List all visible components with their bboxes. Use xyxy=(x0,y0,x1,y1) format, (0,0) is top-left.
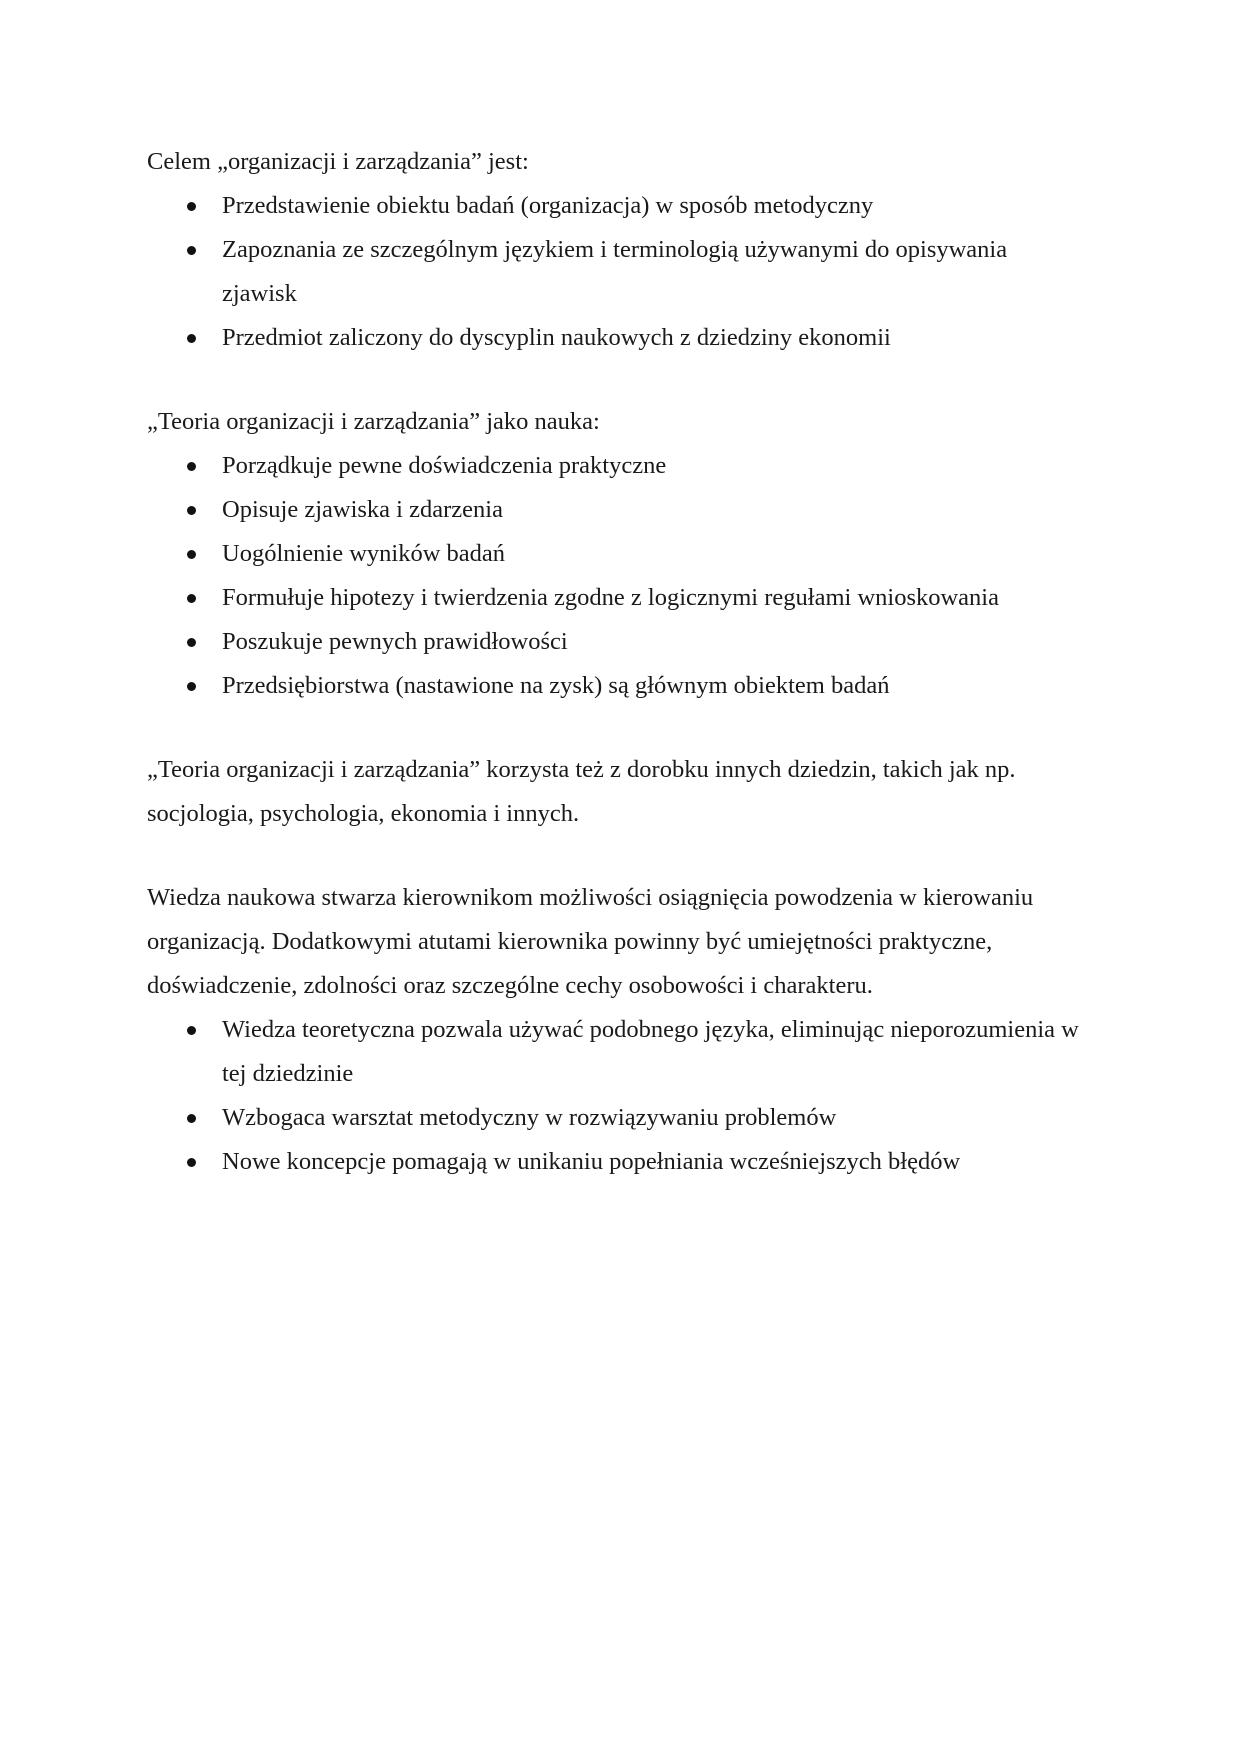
section1-intro: Celem „organizacji i zarządzania” jest: xyxy=(147,148,529,175)
section4-list xyxy=(147,1008,1087,1184)
bullet-icon xyxy=(187,594,196,603)
list-item xyxy=(147,488,1087,532)
document-body xyxy=(147,140,1087,1184)
list-item xyxy=(147,664,1087,708)
list-item xyxy=(147,184,1087,228)
list-item xyxy=(147,532,1087,576)
bullet-icon xyxy=(187,334,196,343)
list-item-text: Wiedza teoretyczna pozwala używać podobnego języka, eliminując nieporozumienia w tej dziedzinie xyxy=(222,1016,1079,1087)
list-item-text: Formułuje hipotezy i twierdzenia zgodne z logicznymi regułami wnioskowania xyxy=(222,584,999,611)
list-item-text: Wzbogaca warsztat metodyczny w rozwiązywaniu problemów xyxy=(222,1104,837,1131)
list-item xyxy=(147,576,1087,620)
bullet-icon xyxy=(187,682,196,691)
bullet-icon xyxy=(187,638,196,647)
section2-intro: „Teoria organizacji i zarządzania” jako nauka: xyxy=(147,408,600,435)
bullet-icon xyxy=(187,462,196,471)
spacer xyxy=(147,360,1087,400)
section3-paragraph: „Teoria organizacji i zarządzania” korzysta też z dorobku innych dziedzin, takich jak np. socjologia, psychologia, ekonomia i innych. xyxy=(147,756,1016,827)
bullet-icon xyxy=(187,550,196,559)
list-item-text: Przedmiot zaliczony do dyscyplin naukowych z dziedziny ekonomii xyxy=(222,324,891,351)
list-item-text: Nowe koncepcje pomagają w unikaniu popełniania wcześniejszych błędów xyxy=(222,1148,961,1175)
list-item xyxy=(147,1096,1087,1140)
list-item-text: Zapoznania ze szczególnym językiem i terminologią używanymi do opisywania zjawisk xyxy=(222,236,1008,307)
section2-list xyxy=(147,444,1087,708)
list-item-text: Przedstawienie obiektu badań (organizacja) w sposób metodyczny xyxy=(222,192,874,219)
bullet-icon xyxy=(187,202,196,211)
list-item xyxy=(147,1140,1087,1184)
spacer xyxy=(147,836,1087,876)
spacer xyxy=(147,708,1087,748)
list-item-text: Opisuje zjawiska i zdarzenia xyxy=(222,496,503,523)
list-item xyxy=(147,444,1087,488)
list-item-text: Porządkuje pewne doświadczenia praktyczne xyxy=(222,452,667,479)
bullet-icon xyxy=(187,506,196,515)
list-item xyxy=(147,620,1087,664)
list-item-text: Przedsiębiorstwa (nastawione na zysk) są głównym obiektem badań xyxy=(222,672,890,699)
section1-list xyxy=(147,184,1087,360)
list-item xyxy=(147,316,1087,360)
list-item-text: Uogólnienie wyników badań xyxy=(222,540,506,567)
list-item xyxy=(147,1008,1087,1096)
list-item xyxy=(147,228,1087,316)
list-item-text: Poszukuje pewnych prawidłowości xyxy=(222,628,568,655)
section4-paragraph: Wiedza naukowa stwarza kierownikom możliwości osiągnięcia powodzenia w kierowaniu organizacją. Dodatkowymi atutami kierownika powinny być umiejętności praktyczne, doświadczenie, zdolności oraz szczególne cechy osobowości i charakteru. xyxy=(147,884,1034,999)
bullet-icon xyxy=(187,246,196,255)
bullet-icon xyxy=(187,1114,196,1123)
bullet-icon xyxy=(187,1026,196,1035)
bullet-icon xyxy=(187,1158,196,1167)
